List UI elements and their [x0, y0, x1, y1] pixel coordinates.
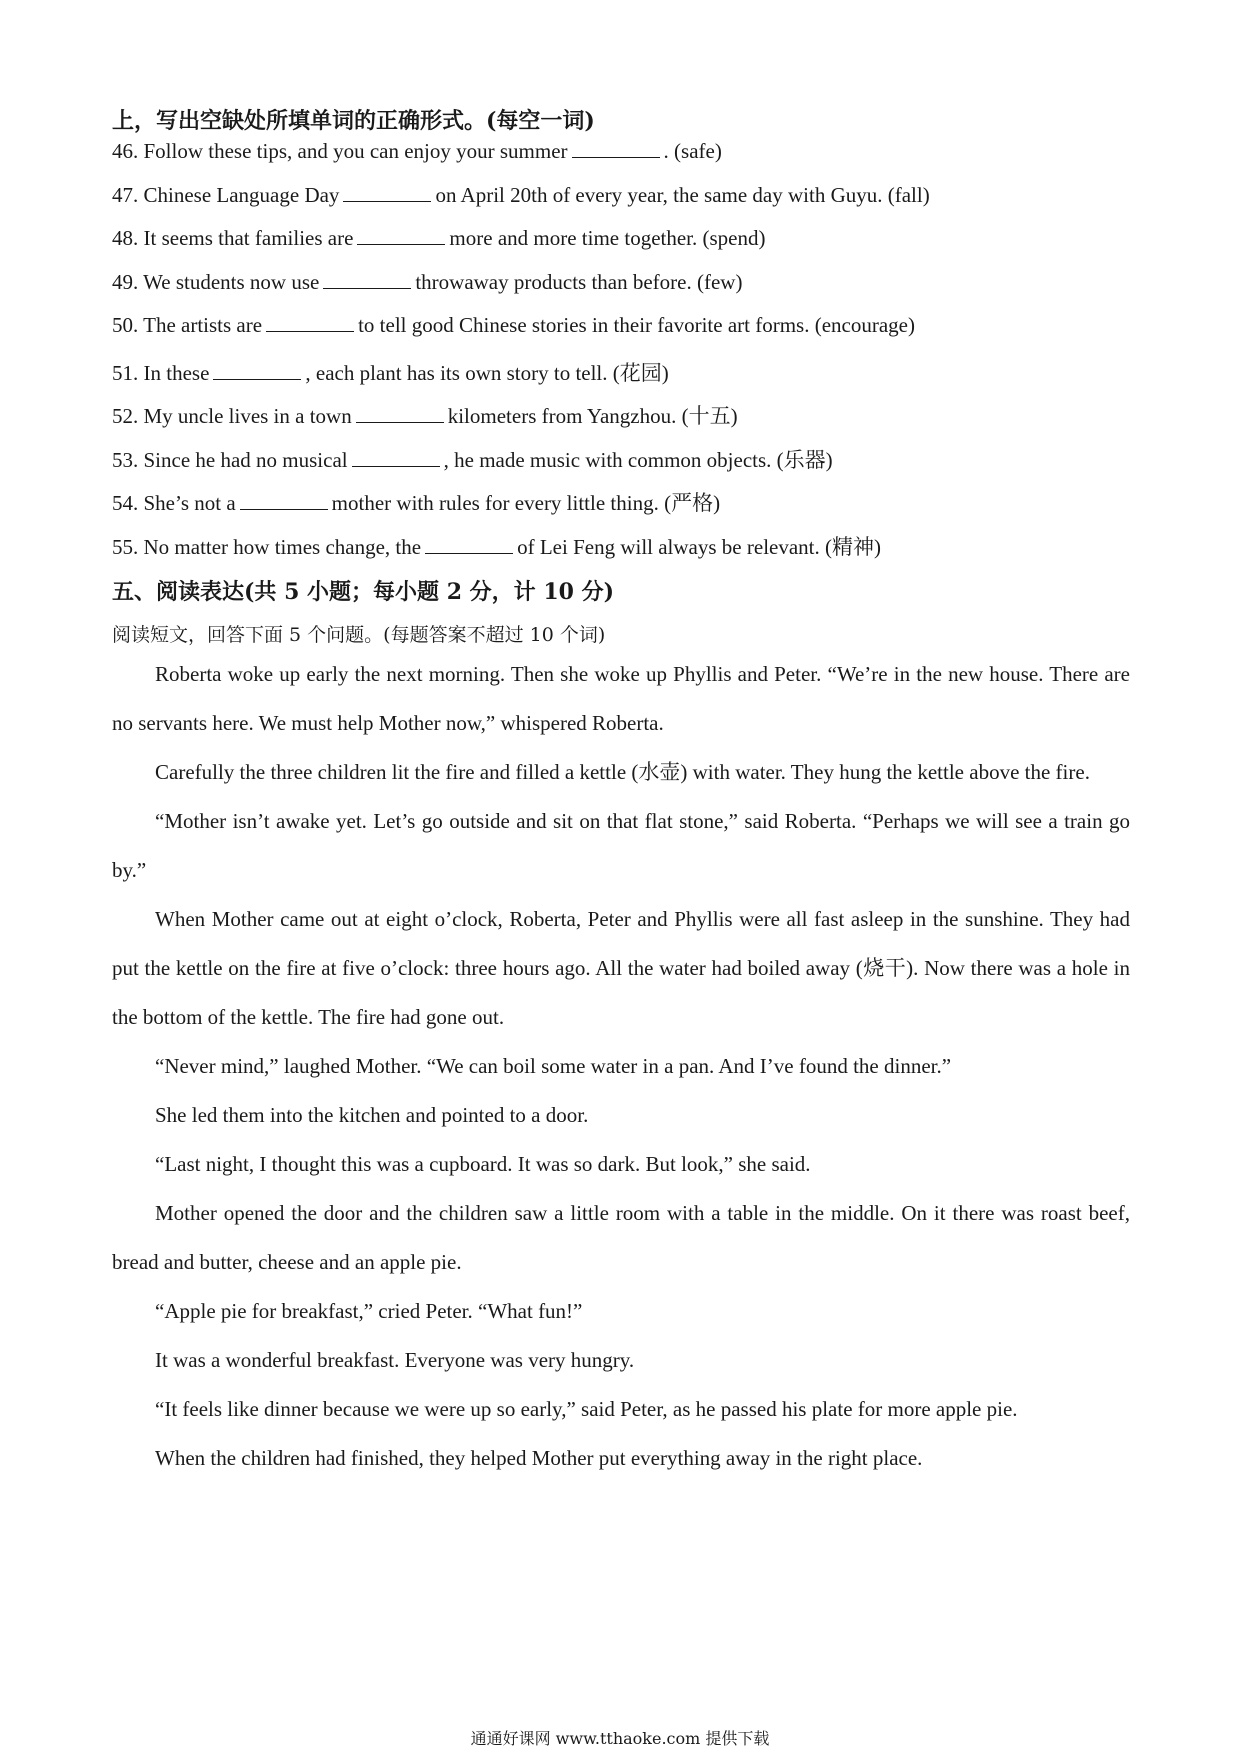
question-text-pre: 48. It seems that families are [112, 226, 354, 250]
question-text-pre: 51. In these [112, 361, 210, 385]
question-text-pre: 52. My uncle lives in a town [112, 404, 352, 428]
question-47 [112, 183, 930, 208]
question-text-post: to tell good Chinese stories in their favorite art forms. (encourage) [358, 313, 915, 337]
passage-paragraph: When the children had finished, they helped Mother put everything away in the right place. [155, 1446, 923, 1470]
question-text-post: , each plant has its own story to tell. (花园) [305, 361, 669, 385]
question-52 [112, 400, 738, 430]
question-55 [112, 531, 881, 561]
passage-paragraph: Carefully the three children lit the fire and filled a kettle (水壶) with water. They hung the kettle above the fire. [155, 760, 1090, 784]
question-text-pre: 49. We students now use [112, 270, 320, 294]
passage-paragraph: Mother opened the door and the children saw a little room with a table in the middle. On it there was roast beef, bread and butter, cheese and an apple pie. [112, 1201, 1130, 1274]
question-text-post: throwaway products than before. (few) [415, 270, 743, 294]
answer-blank [572, 139, 660, 158]
question-49 [112, 270, 742, 295]
question-text-pre: 47. Chinese Language Day [112, 183, 340, 207]
answer-blank [352, 448, 440, 467]
question-46 [112, 139, 722, 164]
answer-blank [323, 270, 411, 289]
question-48 [112, 226, 766, 251]
question-text-post: , he made music with common objects. (乐器) [443, 448, 833, 472]
question-text-pre: 53. Since he had no musical [112, 448, 348, 472]
question-53 [112, 444, 833, 474]
answer-blank [266, 313, 354, 332]
answer-blank [213, 361, 301, 380]
answer-blank [356, 404, 444, 423]
question-text-pre: 46. Follow these tips, and you can enjoy your summer [112, 139, 568, 163]
question-text-pre: 54. She’s not a [112, 491, 236, 515]
passage-paragraph: “Apple pie for breakfast,” cried Peter. “What fun!” [155, 1299, 583, 1323]
question-50 [112, 313, 915, 338]
passage-paragraph: “Last night, I thought this was a cupboard. It was so dark. But look,” she said. [155, 1152, 811, 1176]
question-text-post: mother with rules for every little thing. (严格) [331, 491, 721, 515]
passage-paragraph: It was a wonderful breakfast. Everyone was very hungry. [155, 1348, 635, 1372]
section-5-instruction: 阅读短文，回答下面 5 个问题。(每题答案不超过 10 个词) [112, 624, 606, 646]
answer-blank [425, 535, 513, 554]
question-text-post: more and more time together. (spend) [449, 226, 766, 250]
question-54 [112, 487, 720, 517]
question-text-post: of Lei Feng will always be relevant. (精神) [517, 535, 881, 559]
answer-blank [357, 226, 445, 245]
reading-passage [112, 650, 1130, 1483]
passage-paragraph: “Mother isn’t awake yet. Let’s go outside and sit on that flat stone,” said Roberta. “Perhaps we will see a train go by.” [112, 809, 1130, 882]
passage-paragraph: Roberta woke up early the next morning. Then she woke up Phyllis and Peter. “We’re in the new house. There are no servants here. We must help Mother now,” whispered Roberta. [112, 662, 1130, 735]
passage-paragraph: When Mother came out at eight o’clock, Roberta, Peter and Phyllis were all fast asleep in the sunshine. They had put the kettle on the fire at five o’clock: three hours ago. All the water had boiled away (烧干). Now there was a hole in the bottom of the kettle. The fire had gone out. [112, 907, 1130, 1029]
question-51 [112, 357, 669, 387]
question-text-pre: 50. The artists are [112, 313, 263, 337]
answer-blank [343, 183, 431, 202]
passage-paragraph: “Never mind,” laughed Mother. “We can boil some water in a pan. And I’ve found the dinner.” [155, 1054, 952, 1078]
question-text-pre: 55. No matter how times change, the [112, 535, 422, 559]
passage-paragraph: She led them into the kitchen and pointed to a door. [155, 1103, 589, 1127]
section-5-heading: 五、阅读表达(共 5 小题；每小题 2 分，计 10 分) [112, 579, 615, 605]
question-text-post: kilometers from Yangzhou. (十五) [447, 404, 738, 428]
section-4-heading: 上，写出空缺处所填单词的正确形式。(每空一词) [112, 108, 595, 134]
question-text-post: on April 20th of every year, the same day with Guyu. (fall) [435, 183, 930, 207]
question-text-post: . (safe) [663, 139, 722, 163]
answer-blank [240, 491, 328, 510]
passage-paragraph: “It feels like dinner because we were up so early,” said Peter, as he passed his plate for more apple pie. [155, 1397, 1018, 1421]
page-footer: 通通好课网 www.tthaoke.com 提供下载 [470, 1729, 770, 1748]
